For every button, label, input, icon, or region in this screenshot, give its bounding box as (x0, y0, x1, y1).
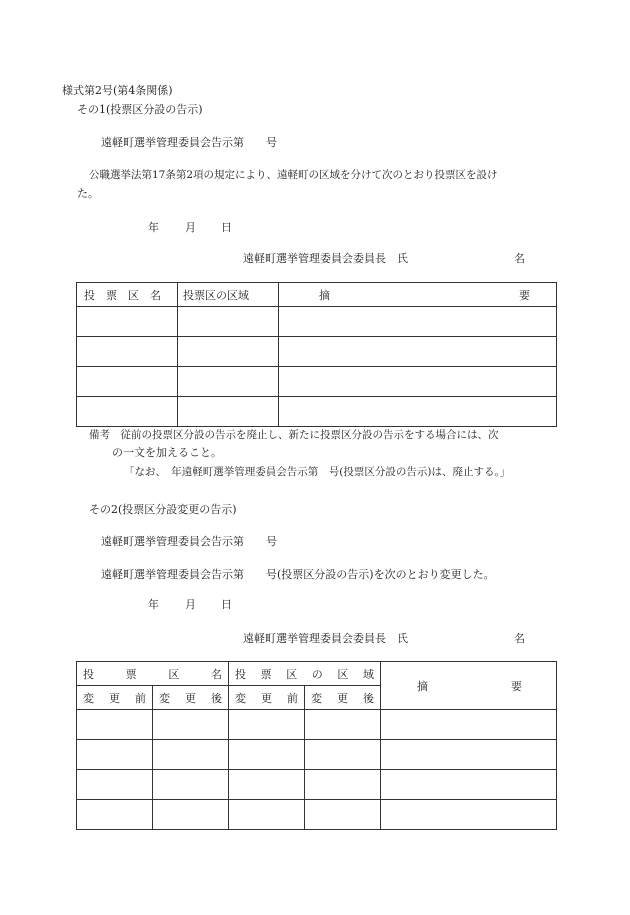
part1-heading: その1(投票区分設の告示) (77, 103, 203, 116)
part1-signature: 遠軽町選挙管理委員会委員長 氏 (243, 252, 408, 265)
table-row (77, 800, 557, 830)
sub-before-name: 変 更 前 (77, 686, 153, 710)
part2-date-day: 日 (221, 598, 232, 611)
header-district-area: 投 票 区 の 区 域 (229, 662, 381, 686)
header-district-area: 投票区の区域 (178, 283, 279, 307)
part2-date-month: 月 (185, 598, 196, 611)
table-row (77, 397, 557, 427)
table-row (77, 740, 557, 770)
header-district-name: 投 票 区 名 (77, 662, 229, 686)
header-district-name: 投 票 区 名 (77, 283, 178, 307)
table-row (77, 307, 557, 337)
table-header-row (77, 662, 557, 686)
remark-line2: の一文を加えること。 (112, 446, 222, 459)
header-remarks (279, 283, 557, 307)
header-remarks: 摘 要 (381, 662, 557, 710)
sub-before-area: 変 更 前 (229, 686, 305, 710)
part2-body-line1: 遠軽町選挙管理委員会告示第 号(投票区分設の告示)を次のとおり変更した。 (101, 568, 495, 581)
part1-body-line1: 公職選挙法第17条第2項の規定により、遠軽町の区域を分けて次のとおり投票区を設け (89, 169, 498, 181)
table-row (77, 710, 557, 740)
part1-date-day: 日 (221, 221, 232, 234)
part1-date-year: 年 (148, 221, 159, 234)
sub-after-area: 変 更 後 (305, 686, 381, 710)
part2-date-year: 年 (148, 598, 159, 611)
header-remarks-char1: 摘 (319, 288, 330, 302)
part2-notice-line: 遠軽町選挙管理委員会告示第 号 (101, 535, 277, 548)
form-title: 様式第2号(第4条関係) (62, 84, 173, 97)
table-row (77, 337, 557, 367)
table-header-row (77, 283, 557, 307)
part1-notice-line: 遠軽町選挙管理委員会告示第 号 (101, 136, 277, 149)
table-row (77, 770, 557, 800)
part1-district-table (76, 282, 557, 427)
part1-signature-name: 名 (514, 252, 525, 265)
table-row (77, 367, 557, 397)
part2-change-table (76, 661, 557, 830)
part1-body-line2: た。 (77, 187, 99, 200)
part2-signature-name: 名 (514, 632, 525, 645)
part1-date-month: 月 (185, 221, 196, 234)
part2-heading: その2(投票区分設変更の告示) (89, 503, 237, 516)
part2-signature: 遠軽町選挙管理委員会委員長 氏 (243, 632, 408, 645)
sub-after-name: 変 更 後 (153, 686, 229, 710)
remark-line1: 備考 従前の投票区分設の告示を廃止し、新たに投票区分設の告示をする場合には、次 (89, 429, 499, 441)
remark-line3: 「なお、 年遠軽町選挙管理委員会告示第 号(投票区分設の告示)は、廃止する。」 (124, 466, 511, 478)
header-remarks-char2: 要 (519, 288, 530, 302)
